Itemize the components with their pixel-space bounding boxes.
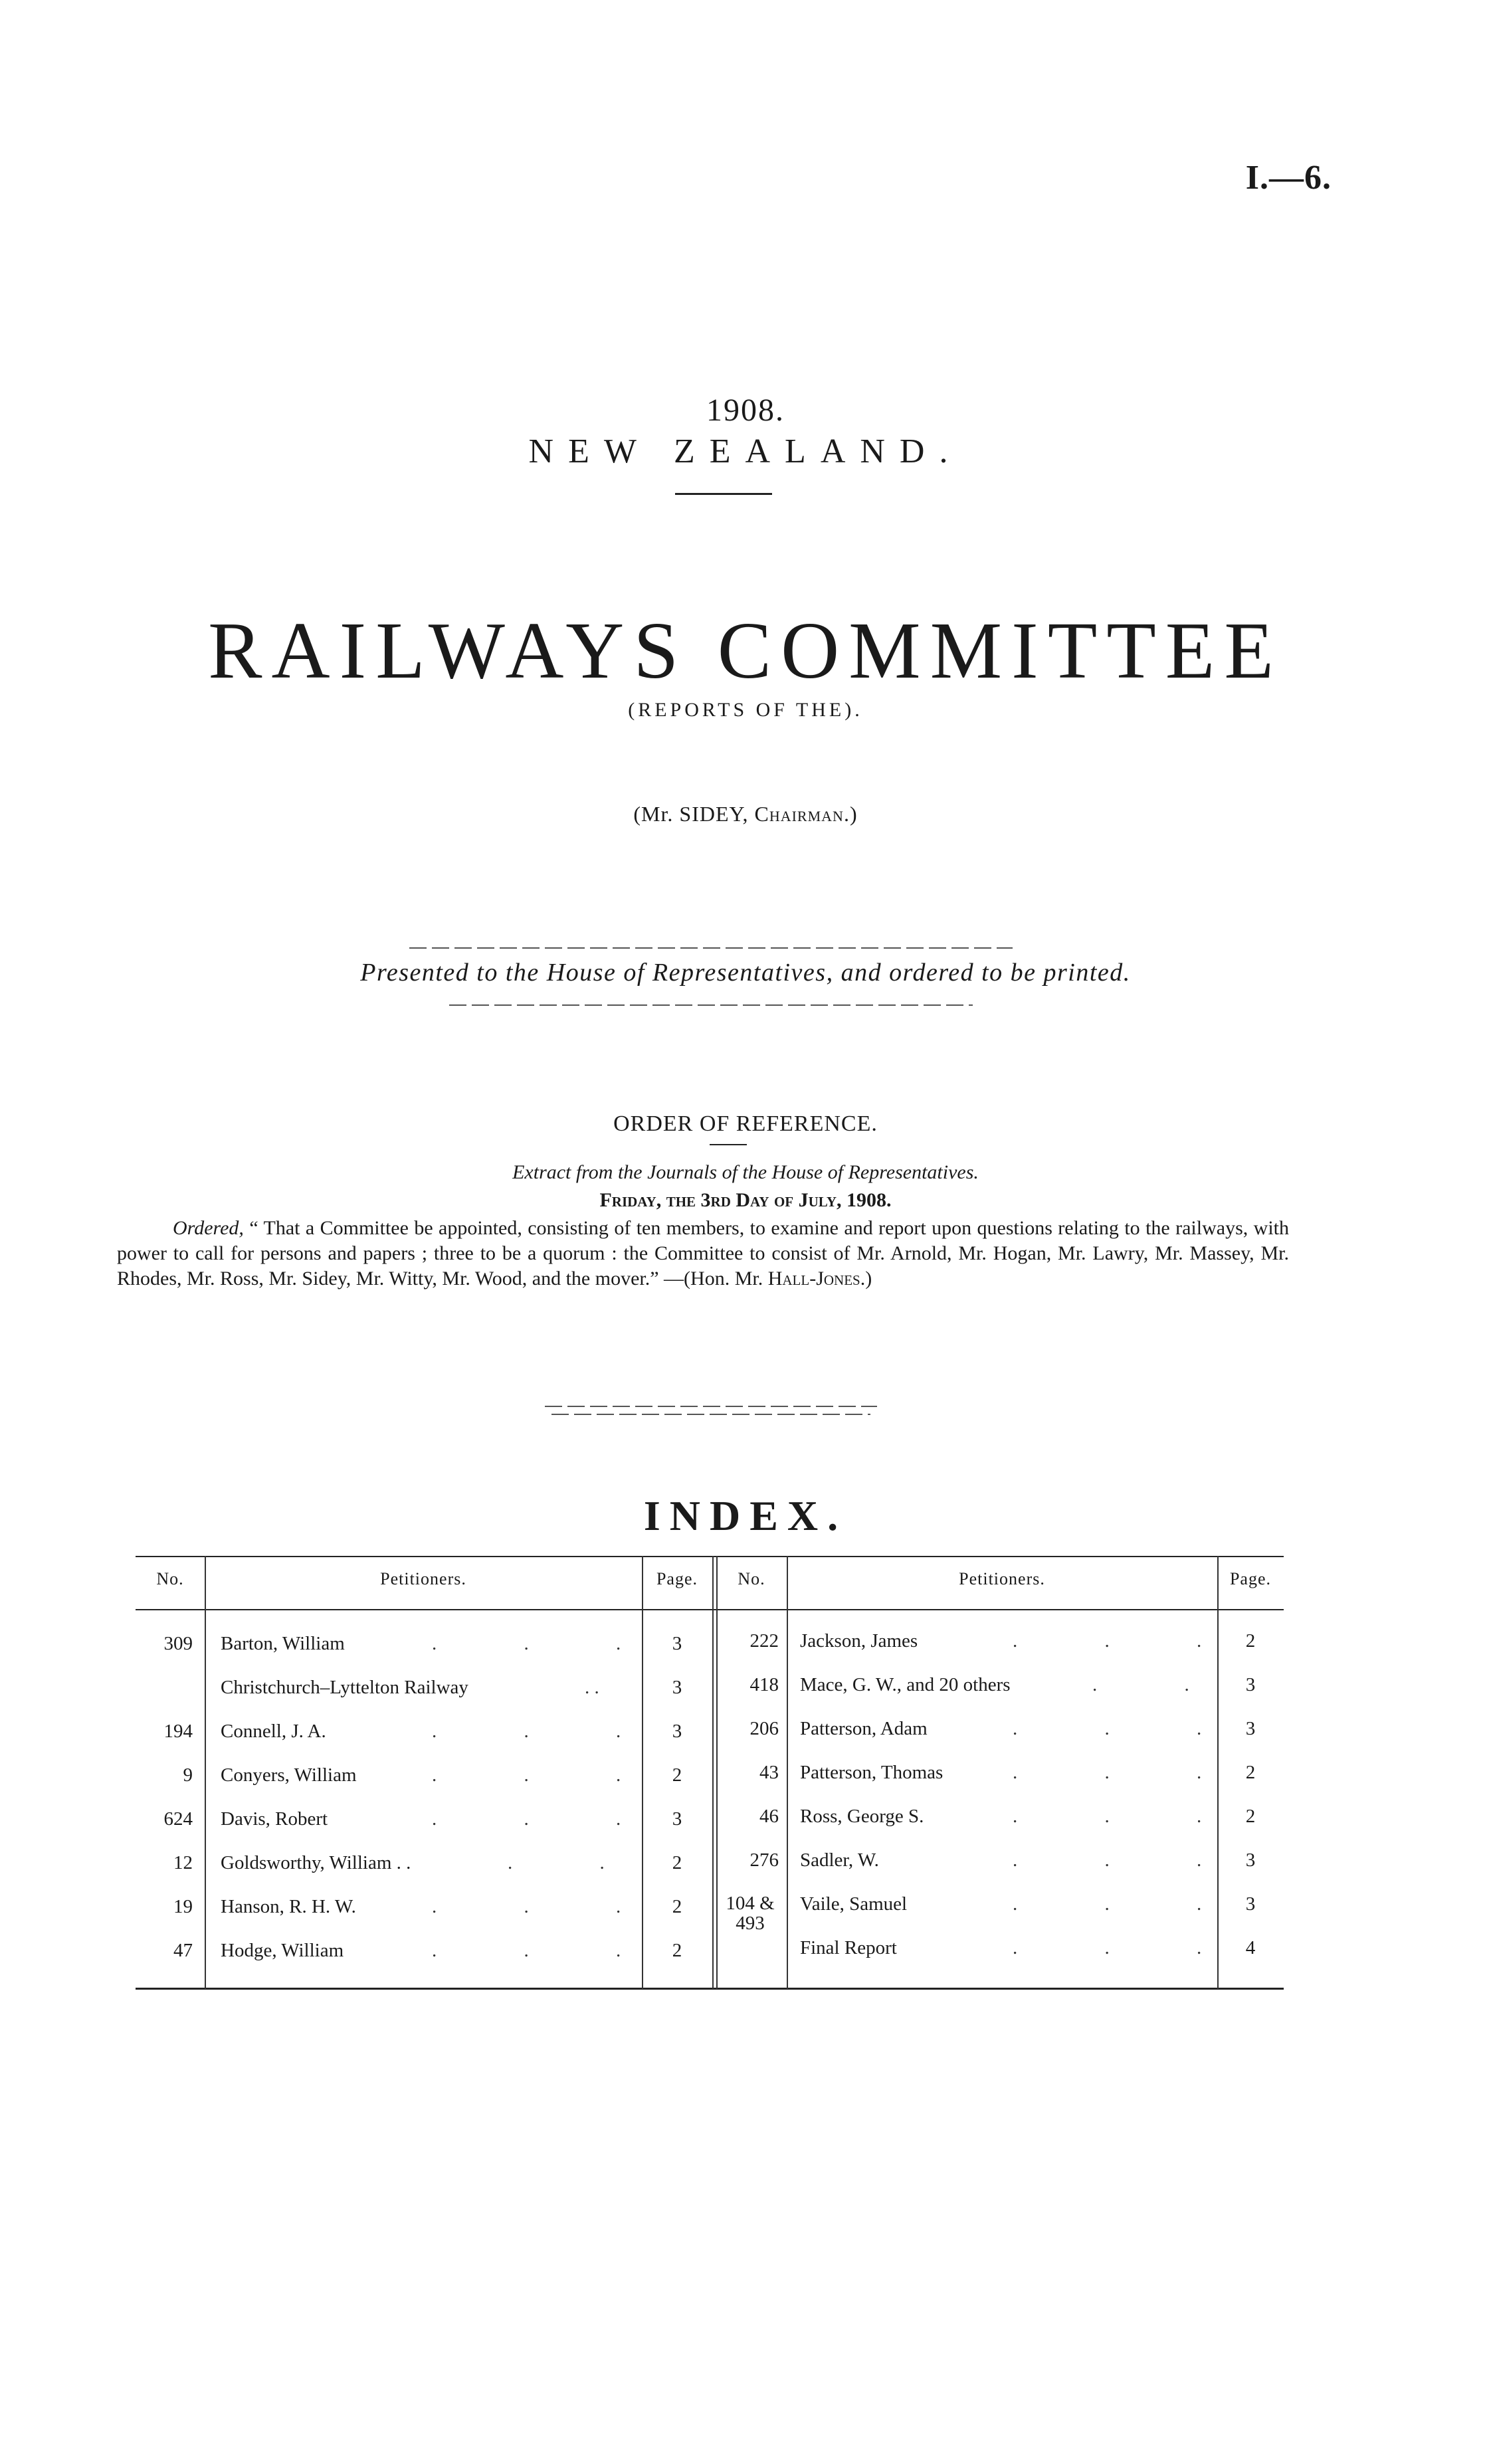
- index-title: INDEX.: [643, 1492, 848, 1539]
- entry-no: 418: [749, 1674, 779, 1695]
- extract-line: Extract from the Journals of the House of Representatives.: [512, 1161, 979, 1183]
- entry-name: Patterson, Adam: [800, 1718, 928, 1739]
- entry-page: 2: [672, 1852, 682, 1873]
- index-row-right: [136, 1937, 1284, 1981]
- entry-page: 2: [1245, 1630, 1256, 1652]
- index-row-right: [136, 1630, 1284, 1674]
- leader-dots: . .: [508, 1852, 646, 1873]
- entry-name: Christchurch–Lyttelton Railway: [221, 1677, 468, 1698]
- order-heading: ORDER OF REFERENCE.: [613, 1111, 878, 1136]
- entry-name: Patterson, Thomas: [800, 1762, 944, 1783]
- entry-no: 47: [173, 1940, 193, 1961]
- order-end: .): [860, 1268, 872, 1289]
- entry-page: 2: [1245, 1806, 1256, 1827]
- entry-page: 4: [1245, 1937, 1256, 1958]
- leader-dots: . . .: [1013, 1762, 1243, 1783]
- entry-no: 19: [173, 1896, 193, 1917]
- presented-line: Presented to the House of Representatives, and ordered to be printed.: [360, 959, 1131, 987]
- short-rule: [710, 1144, 747, 1145]
- entry-page: 3: [1245, 1718, 1256, 1739]
- entry-no: 624: [163, 1808, 193, 1830]
- leader-dots: . . .: [432, 1633, 662, 1654]
- chairman-role: Chairman.: [754, 802, 850, 826]
- entry-no: 309: [163, 1633, 193, 1654]
- header-petitioners-right: Petitioners.: [959, 1569, 1045, 1588]
- entry-page: 3: [672, 1633, 682, 1654]
- header-no-right: No.: [738, 1569, 765, 1588]
- entry-page: 2: [1245, 1762, 1256, 1783]
- leader-dots: . . .: [432, 1896, 662, 1917]
- chairman-line: [0, 802, 1491, 826]
- country: NEW ZEALAND.: [528, 432, 963, 470]
- entry-name: Hodge, William: [221, 1940, 344, 1961]
- entry-no: 104 & 493: [726, 1893, 775, 1934]
- divider-rule-index-1: [545, 1406, 877, 1407]
- entry-no: 12: [173, 1852, 193, 1873]
- entry-name: Hanson, R. H. W.: [221, 1896, 356, 1917]
- index-row-right: [136, 1674, 1284, 1718]
- leader-dots: . . .: [432, 1764, 662, 1786]
- header-page-left: Page.: [656, 1569, 698, 1588]
- entry-page: 2: [672, 1896, 682, 1917]
- entry-name: Ross, George S.: [800, 1806, 924, 1827]
- entry-no: 206: [749, 1718, 779, 1739]
- entry-name: Final Report: [800, 1937, 897, 1958]
- entry-no: 194: [163, 1721, 193, 1742]
- year: 1908.: [706, 393, 785, 428]
- leader-dots: . . .: [432, 1721, 662, 1742]
- divider-rule-bottom: [449, 1004, 973, 1006]
- entry-page: 3: [1245, 1849, 1256, 1871]
- entry-page: 3: [672, 1721, 682, 1742]
- entry-page: 2: [672, 1764, 682, 1786]
- entry-page: 3: [1245, 1893, 1256, 1915]
- entry-no: 43: [759, 1762, 779, 1783]
- header-petitioners-left: Petitioners.: [380, 1569, 466, 1588]
- entry-name: Barton, William: [221, 1633, 345, 1654]
- mover-name: Hall-Jones: [767, 1268, 860, 1289]
- entry-name: Jackson, James: [800, 1630, 918, 1652]
- ordered-word: Ordered,: [173, 1217, 244, 1239]
- document-subtitle: (REPORTS OF THE).: [628, 699, 863, 721]
- entry-name: Vaile, Samuel: [800, 1893, 908, 1915]
- index-row-right: [136, 1762, 1284, 1806]
- entry-page: 3: [1245, 1674, 1256, 1695]
- index-row-right: [136, 1806, 1284, 1849]
- header-page-right: Page.: [1229, 1569, 1272, 1588]
- leader-dots: . . .: [1013, 1718, 1243, 1739]
- entry-name: Davis, Robert: [221, 1808, 328, 1830]
- leader-dots: . . .: [1013, 1893, 1243, 1915]
- entry-no: 276: [749, 1849, 779, 1871]
- divider-rule-index-2: [551, 1414, 870, 1415]
- index-row-right: [136, 1718, 1284, 1762]
- entry-no: 222: [749, 1630, 779, 1652]
- entry-page: 3: [672, 1677, 682, 1698]
- leader-dots: . . .: [1013, 1806, 1243, 1827]
- chairman-prefix: (Mr. SIDEY,: [633, 802, 755, 826]
- index-row-right: [136, 1849, 1284, 1893]
- entry-no: 9: [183, 1764, 193, 1786]
- entry-name: Conyers, William: [221, 1764, 357, 1786]
- entry-page: 2: [672, 1940, 682, 1961]
- leader-dots: . . .: [432, 1940, 662, 1961]
- entry-no: 46: [759, 1806, 779, 1827]
- header-no-left: No.: [156, 1569, 184, 1588]
- leader-dots: . .: [1092, 1674, 1231, 1695]
- paper-number: I.—6.: [1245, 159, 1332, 197]
- leader-dots: . . .: [1013, 1630, 1243, 1652]
- leader-dots: . . .: [1013, 1937, 1243, 1958]
- order-body: “ That a Committee be appointed, consisting of ten members, to examine and report upon questions relating to the railways, with power to call for persons and papers ; three to be a quorum : the Committee to consist of Mr. Arnold, Mr. Hogan, Mr. Lawry, Mr. Massey, Mr. Rhodes, Mr. Ross, Mr. Sidey, Mr. Witty, Mr. Wood, and the mover.” —(Hon. Mr.: [117, 1217, 1289, 1289]
- entry-name: Goldsworthy, William . .: [221, 1852, 411, 1873]
- entry-name: Connell, J. A.: [221, 1721, 326, 1742]
- divider-rule: [675, 493, 772, 495]
- entry-name: Mace, G. W., and 20 others: [800, 1674, 1011, 1695]
- chairman-suffix: ): [849, 802, 858, 826]
- leader-dots: . . .: [1013, 1849, 1243, 1871]
- order-text: [117, 1216, 1289, 1291]
- document-title: RAILWAYS COMMITTEE: [208, 606, 1283, 696]
- leader-dots: . .: [585, 1677, 599, 1698]
- index-table: [136, 1556, 1284, 1990]
- divider-rule-top: [409, 947, 1013, 949]
- entry-page: 3: [672, 1808, 682, 1830]
- entry-name: Sadler, W.: [800, 1849, 879, 1871]
- leader-dots: . . .: [432, 1808, 662, 1830]
- date-line: Friday, the 3rd Day of July, 1908.: [599, 1189, 892, 1211]
